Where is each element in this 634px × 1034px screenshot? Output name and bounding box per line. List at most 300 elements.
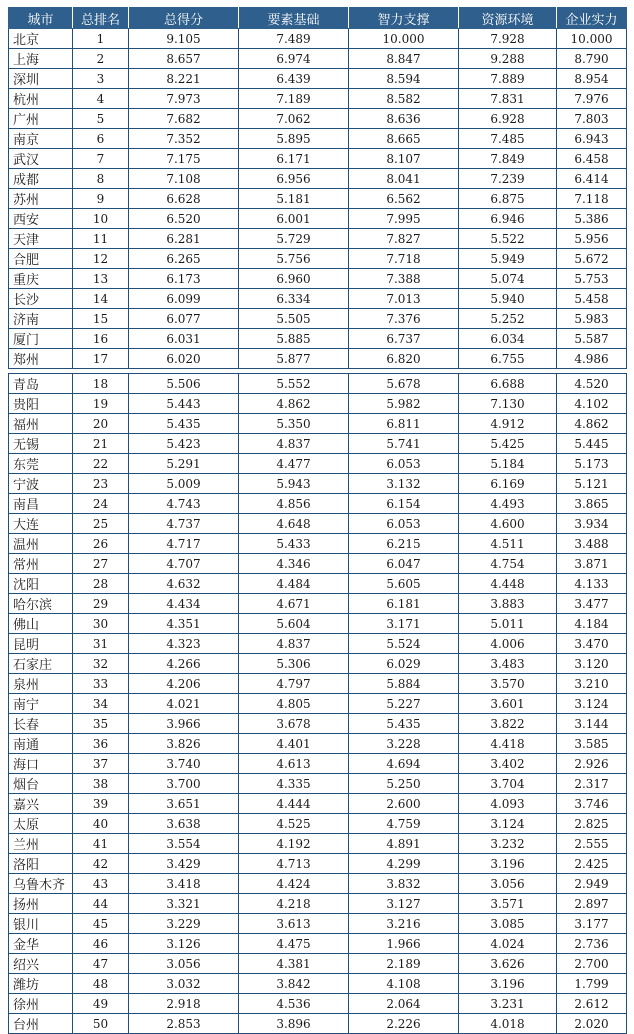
cell-rank: 28 xyxy=(73,574,129,594)
cell-intellect-support: 1.966 xyxy=(349,934,459,954)
cell-total-score: 7.108 xyxy=(129,169,239,189)
cell-resource-env: 3.231 xyxy=(459,994,557,1014)
cell-resource-env: 5.949 xyxy=(459,249,557,269)
table-row xyxy=(9,349,627,369)
cell-rank: 47 xyxy=(73,954,129,974)
cell-intellect-support: 2.226 xyxy=(349,1014,459,1034)
cell-total-score: 4.717 xyxy=(129,534,239,554)
cell-intellect-support: 6.053 xyxy=(349,514,459,534)
cell-total-score: 5.009 xyxy=(129,474,239,494)
table-row xyxy=(9,714,627,734)
cell-intellect-support: 7.995 xyxy=(349,209,459,229)
cell-factor-base: 3.613 xyxy=(239,914,349,934)
cell-factor-base: 5.729 xyxy=(239,229,349,249)
cell-rank: 17 xyxy=(73,349,129,369)
table-row xyxy=(9,554,627,574)
cell-enterprise-strength: 5.386 xyxy=(557,209,627,229)
cell-city: 大连 xyxy=(9,514,73,534)
cell-intellect-support: 8.582 xyxy=(349,89,459,109)
cell-rank: 37 xyxy=(73,754,129,774)
cell-enterprise-strength: 4.184 xyxy=(557,614,627,634)
cell-factor-base: 6.334 xyxy=(239,289,349,309)
cell-total-score: 2.853 xyxy=(129,1014,239,1034)
cell-city: 石家庄 xyxy=(9,654,73,674)
cell-enterprise-strength: 5.672 xyxy=(557,249,627,269)
cell-intellect-support: 2.189 xyxy=(349,954,459,974)
cell-intellect-support: 6.047 xyxy=(349,554,459,574)
table-row xyxy=(9,934,627,954)
cell-enterprise-strength: 5.587 xyxy=(557,329,627,349)
cell-intellect-support: 5.524 xyxy=(349,634,459,654)
cell-rank: 41 xyxy=(73,834,129,854)
cell-enterprise-strength: 5.956 xyxy=(557,229,627,249)
cell-total-score: 7.175 xyxy=(129,149,239,169)
cell-rank: 23 xyxy=(73,474,129,494)
cell-city: 济南 xyxy=(9,309,73,329)
cell-city: 金华 xyxy=(9,934,73,954)
cell-intellect-support: 3.127 xyxy=(349,894,459,914)
cell-total-score: 6.020 xyxy=(129,349,239,369)
cell-city: 广州 xyxy=(9,109,73,129)
cell-enterprise-strength: 5.445 xyxy=(557,434,627,454)
cell-resource-env: 7.889 xyxy=(459,69,557,89)
cell-intellect-support: 5.227 xyxy=(349,694,459,714)
table-row xyxy=(9,574,627,594)
cell-intellect-support: 4.299 xyxy=(349,854,459,874)
cell-total-score: 4.707 xyxy=(129,554,239,574)
cell-city: 昆明 xyxy=(9,634,73,654)
cell-enterprise-strength: 3.124 xyxy=(557,694,627,714)
cell-city: 长沙 xyxy=(9,289,73,309)
cell-resource-env: 5.011 xyxy=(459,614,557,634)
cell-total-score: 3.056 xyxy=(129,954,239,974)
cell-enterprise-strength: 3.177 xyxy=(557,914,627,934)
cell-enterprise-strength: 3.488 xyxy=(557,534,627,554)
cell-enterprise-strength: 3.865 xyxy=(557,494,627,514)
cell-enterprise-strength: 3.120 xyxy=(557,654,627,674)
cell-intellect-support: 7.827 xyxy=(349,229,459,249)
cell-enterprise-strength: 6.943 xyxy=(557,129,627,149)
cell-total-score: 3.321 xyxy=(129,894,239,914)
cell-city: 银川 xyxy=(9,914,73,934)
cell-total-score: 6.077 xyxy=(129,309,239,329)
cell-total-score: 3.638 xyxy=(129,814,239,834)
cell-total-score: 6.281 xyxy=(129,229,239,249)
table-body xyxy=(9,29,627,1034)
cell-city: 乌鲁木齐 xyxy=(9,874,73,894)
cell-intellect-support: 4.694 xyxy=(349,754,459,774)
cell-enterprise-strength: 7.976 xyxy=(557,89,627,109)
header-factor-base: 要素基础 xyxy=(239,8,349,29)
cell-city: 海口 xyxy=(9,754,73,774)
cell-factor-base: 4.613 xyxy=(239,754,349,774)
cell-total-score: 3.651 xyxy=(129,794,239,814)
header-city: 城市 xyxy=(9,8,73,29)
cell-enterprise-strength: 7.118 xyxy=(557,189,627,209)
cell-resource-env: 7.849 xyxy=(459,149,557,169)
cell-city: 福州 xyxy=(9,414,73,434)
cell-resource-env: 3.626 xyxy=(459,954,557,974)
cell-city: 泉州 xyxy=(9,674,73,694)
cell-enterprise-strength: 2.020 xyxy=(557,1014,627,1034)
cell-factor-base: 4.856 xyxy=(239,494,349,514)
cell-rank: 5 xyxy=(73,109,129,129)
cell-enterprise-strength: 2.425 xyxy=(557,854,627,874)
cell-enterprise-strength: 4.986 xyxy=(557,349,627,369)
cell-city: 佛山 xyxy=(9,614,73,634)
cell-total-score: 6.099 xyxy=(129,289,239,309)
cell-factor-base: 5.505 xyxy=(239,309,349,329)
cell-city: 西安 xyxy=(9,209,73,229)
cell-resource-env: 3.570 xyxy=(459,674,557,694)
cell-city: 嘉兴 xyxy=(9,794,73,814)
table-row xyxy=(9,814,627,834)
cell-enterprise-strength: 8.954 xyxy=(557,69,627,89)
cell-total-score: 5.423 xyxy=(129,434,239,454)
cell-rank: 10 xyxy=(73,209,129,229)
cell-resource-env: 4.600 xyxy=(459,514,557,534)
table-row xyxy=(9,854,627,874)
cell-city: 兰州 xyxy=(9,834,73,854)
cell-intellect-support: 6.811 xyxy=(349,414,459,434)
cell-total-score: 6.265 xyxy=(129,249,239,269)
cell-total-score: 7.682 xyxy=(129,109,239,129)
cell-city: 重庆 xyxy=(9,269,73,289)
cell-intellect-support: 8.107 xyxy=(349,149,459,169)
cell-intellect-support: 6.181 xyxy=(349,594,459,614)
cell-resource-env: 3.822 xyxy=(459,714,557,734)
cell-resource-env: 6.946 xyxy=(459,209,557,229)
cell-resource-env: 3.196 xyxy=(459,974,557,994)
table-row xyxy=(9,29,627,49)
cell-factor-base: 6.001 xyxy=(239,209,349,229)
cell-rank: 35 xyxy=(73,714,129,734)
cell-intellect-support: 3.228 xyxy=(349,734,459,754)
cell-factor-base: 7.189 xyxy=(239,89,349,109)
cell-intellect-support: 4.891 xyxy=(349,834,459,854)
ranking-table-sheet xyxy=(8,7,626,1034)
cell-rank: 14 xyxy=(73,289,129,309)
cell-intellect-support: 5.250 xyxy=(349,774,459,794)
cell-factor-base: 4.475 xyxy=(239,934,349,954)
cell-city: 太原 xyxy=(9,814,73,834)
cell-factor-base: 5.350 xyxy=(239,414,349,434)
cell-total-score: 3.429 xyxy=(129,854,239,874)
cell-total-score: 4.021 xyxy=(129,694,239,714)
cell-intellect-support: 7.718 xyxy=(349,249,459,269)
cell-rank: 29 xyxy=(73,594,129,614)
table-row xyxy=(9,329,627,349)
cell-total-score: 3.740 xyxy=(129,754,239,774)
cell-city: 郑州 xyxy=(9,349,73,369)
table-row xyxy=(9,494,627,514)
cell-intellect-support: 3.132 xyxy=(349,474,459,494)
cell-resource-env: 3.704 xyxy=(459,774,557,794)
cell-enterprise-strength: 2.317 xyxy=(557,774,627,794)
cell-city: 武汉 xyxy=(9,149,73,169)
table-row xyxy=(9,109,627,129)
cell-factor-base: 4.484 xyxy=(239,574,349,594)
cell-resource-env: 5.252 xyxy=(459,309,557,329)
table-row xyxy=(9,169,627,189)
table-row xyxy=(9,149,627,169)
cell-intellect-support: 7.376 xyxy=(349,309,459,329)
cell-rank: 49 xyxy=(73,994,129,1014)
cell-factor-base: 5.756 xyxy=(239,249,349,269)
cell-enterprise-strength: 2.949 xyxy=(557,874,627,894)
cell-factor-base: 4.346 xyxy=(239,554,349,574)
table-row xyxy=(9,289,627,309)
cell-resource-env: 7.485 xyxy=(459,129,557,149)
cell-resource-env: 3.601 xyxy=(459,694,557,714)
cell-total-score: 6.031 xyxy=(129,329,239,349)
cell-rank: 33 xyxy=(73,674,129,694)
cell-total-score: 4.434 xyxy=(129,594,239,614)
cell-resource-env: 4.024 xyxy=(459,934,557,954)
cell-intellect-support: 6.562 xyxy=(349,189,459,209)
cell-resource-env: 7.831 xyxy=(459,89,557,109)
cell-factor-base: 4.862 xyxy=(239,394,349,414)
cell-city: 厦门 xyxy=(9,329,73,349)
table-row xyxy=(9,594,627,614)
header-intellect-support: 智力支撑 xyxy=(349,8,459,29)
cell-rank: 12 xyxy=(73,249,129,269)
table-row xyxy=(9,974,627,994)
cell-intellect-support: 8.041 xyxy=(349,169,459,189)
cell-enterprise-strength: 4.102 xyxy=(557,394,627,414)
cell-city: 潍坊 xyxy=(9,974,73,994)
cell-city: 东莞 xyxy=(9,454,73,474)
cell-city: 温州 xyxy=(9,534,73,554)
cell-enterprise-strength: 2.926 xyxy=(557,754,627,774)
cell-rank: 44 xyxy=(73,894,129,914)
cell-resource-env: 4.493 xyxy=(459,494,557,514)
table-row xyxy=(9,414,627,434)
table-row xyxy=(9,189,627,209)
cell-intellect-support: 3.216 xyxy=(349,914,459,934)
cell-factor-base: 3.842 xyxy=(239,974,349,994)
table-row xyxy=(9,269,627,289)
cell-resource-env: 4.418 xyxy=(459,734,557,754)
cell-factor-base: 7.062 xyxy=(239,109,349,129)
cell-resource-env: 5.522 xyxy=(459,229,557,249)
cell-rank: 13 xyxy=(73,269,129,289)
cell-enterprise-strength: 3.144 xyxy=(557,714,627,734)
cell-enterprise-strength: 6.414 xyxy=(557,169,627,189)
cell-factor-base: 4.797 xyxy=(239,674,349,694)
cell-intellect-support: 5.435 xyxy=(349,714,459,734)
cell-total-score: 5.435 xyxy=(129,414,239,434)
cell-intellect-support: 3.171 xyxy=(349,614,459,634)
cell-city: 南通 xyxy=(9,734,73,754)
table-row xyxy=(9,514,627,534)
cell-factor-base: 4.401 xyxy=(239,734,349,754)
cell-rank: 16 xyxy=(73,329,129,349)
cell-enterprise-strength: 2.897 xyxy=(557,894,627,914)
cell-total-score: 4.206 xyxy=(129,674,239,694)
cell-total-score: 2.918 xyxy=(129,994,239,1014)
cell-total-score: 4.323 xyxy=(129,634,239,654)
header-enterprise-strength: 企业实力 xyxy=(557,8,627,29)
cell-resource-env: 7.130 xyxy=(459,394,557,414)
cell-resource-env: 3.124 xyxy=(459,814,557,834)
table-row xyxy=(9,834,627,854)
cell-total-score: 4.632 xyxy=(129,574,239,594)
cell-resource-env: 5.940 xyxy=(459,289,557,309)
cell-factor-base: 4.381 xyxy=(239,954,349,974)
cell-intellect-support: 7.388 xyxy=(349,269,459,289)
cell-enterprise-strength: 8.790 xyxy=(557,49,627,69)
cell-enterprise-strength: 5.458 xyxy=(557,289,627,309)
cell-intellect-support: 6.820 xyxy=(349,349,459,369)
table-row xyxy=(9,474,627,494)
table-row xyxy=(9,674,627,694)
cell-city: 沈阳 xyxy=(9,574,73,594)
cell-factor-base: 4.671 xyxy=(239,594,349,614)
cell-city: 苏州 xyxy=(9,189,73,209)
cell-rank: 24 xyxy=(73,494,129,514)
cell-city: 扬州 xyxy=(9,894,73,914)
cell-enterprise-strength: 3.746 xyxy=(557,794,627,814)
cell-rank: 34 xyxy=(73,694,129,714)
cell-resource-env: 3.196 xyxy=(459,854,557,874)
cell-factor-base: 5.306 xyxy=(239,654,349,674)
table-row xyxy=(9,249,627,269)
cell-rank: 9 xyxy=(73,189,129,209)
cell-total-score: 6.520 xyxy=(129,209,239,229)
cell-intellect-support: 6.029 xyxy=(349,654,459,674)
cell-city: 徐州 xyxy=(9,994,73,1014)
table-row xyxy=(9,994,627,1014)
cell-enterprise-strength: 3.934 xyxy=(557,514,627,534)
cell-intellect-support: 6.737 xyxy=(349,329,459,349)
cell-intellect-support: 8.665 xyxy=(349,129,459,149)
cell-enterprise-strength: 2.700 xyxy=(557,954,627,974)
cell-rank: 18 xyxy=(73,374,129,394)
cell-enterprise-strength: 1.799 xyxy=(557,974,627,994)
cell-factor-base: 4.218 xyxy=(239,894,349,914)
cell-city: 南昌 xyxy=(9,494,73,514)
cell-intellect-support: 6.053 xyxy=(349,454,459,474)
table-row xyxy=(9,754,627,774)
cell-intellect-support: 5.741 xyxy=(349,434,459,454)
cell-intellect-support: 2.064 xyxy=(349,994,459,1014)
cell-city: 烟台 xyxy=(9,774,73,794)
header-resource-env: 资源环境 xyxy=(459,8,557,29)
table-row xyxy=(9,874,627,894)
cell-total-score: 5.291 xyxy=(129,454,239,474)
cell-city: 哈尔滨 xyxy=(9,594,73,614)
cell-factor-base: 4.536 xyxy=(239,994,349,1014)
cell-rank: 8 xyxy=(73,169,129,189)
cell-resource-env: 5.425 xyxy=(459,434,557,454)
cell-factor-base: 4.805 xyxy=(239,694,349,714)
cell-city: 长春 xyxy=(9,714,73,734)
cell-rank: 38 xyxy=(73,774,129,794)
cell-city: 无锡 xyxy=(9,434,73,454)
table-row xyxy=(9,209,627,229)
header-total-score: 总得分 xyxy=(129,8,239,29)
table-row xyxy=(9,309,627,329)
table-row xyxy=(9,734,627,754)
cell-enterprise-strength: 2.555 xyxy=(557,834,627,854)
cell-resource-env: 4.018 xyxy=(459,1014,557,1034)
cell-intellect-support: 7.013 xyxy=(349,289,459,309)
table-row xyxy=(9,129,627,149)
cell-factor-base: 7.489 xyxy=(239,29,349,49)
cell-total-score: 9.105 xyxy=(129,29,239,49)
cell-intellect-support: 8.847 xyxy=(349,49,459,69)
cell-rank: 42 xyxy=(73,854,129,874)
cell-intellect-support: 5.678 xyxy=(349,374,459,394)
cell-city: 绍兴 xyxy=(9,954,73,974)
cell-total-score: 3.229 xyxy=(129,914,239,934)
cell-enterprise-strength: 4.133 xyxy=(557,574,627,594)
cell-factor-base: 6.974 xyxy=(239,49,349,69)
cell-enterprise-strength: 10.000 xyxy=(557,29,627,49)
cell-intellect-support: 3.832 xyxy=(349,874,459,894)
cell-factor-base: 5.181 xyxy=(239,189,349,209)
cell-factor-base: 6.960 xyxy=(239,269,349,289)
cell-resource-env: 5.184 xyxy=(459,454,557,474)
cell-factor-base: 4.477 xyxy=(239,454,349,474)
table-row xyxy=(9,394,627,414)
cell-resource-env: 6.688 xyxy=(459,374,557,394)
cell-rank: 40 xyxy=(73,814,129,834)
cell-enterprise-strength: 7.803 xyxy=(557,109,627,129)
cell-city: 成都 xyxy=(9,169,73,189)
cell-enterprise-strength: 5.121 xyxy=(557,474,627,494)
cell-city: 台州 xyxy=(9,1014,73,1034)
table-row xyxy=(9,614,627,634)
cell-resource-env: 4.754 xyxy=(459,554,557,574)
cell-intellect-support: 6.215 xyxy=(349,534,459,554)
cell-factor-base: 4.424 xyxy=(239,874,349,894)
cell-intellect-support: 5.605 xyxy=(349,574,459,594)
cell-rank: 2 xyxy=(73,49,129,69)
cell-intellect-support: 2.600 xyxy=(349,794,459,814)
cell-city: 南京 xyxy=(9,129,73,149)
header-rank: 总排名 xyxy=(73,8,129,29)
cell-resource-env: 6.755 xyxy=(459,349,557,369)
cell-resource-env: 3.571 xyxy=(459,894,557,914)
cell-rank: 7 xyxy=(73,149,129,169)
table-row xyxy=(9,694,627,714)
cell-total-score: 3.126 xyxy=(129,934,239,954)
cell-city: 北京 xyxy=(9,29,73,49)
cell-resource-env: 9.288 xyxy=(459,49,557,69)
cell-rank: 6 xyxy=(73,129,129,149)
cell-rank: 50 xyxy=(73,1014,129,1034)
cell-factor-base: 5.885 xyxy=(239,329,349,349)
cell-city: 杭州 xyxy=(9,89,73,109)
cell-rank: 19 xyxy=(73,394,129,414)
cell-rank: 32 xyxy=(73,654,129,674)
cell-intellect-support: 6.154 xyxy=(349,494,459,514)
cell-intellect-support: 5.884 xyxy=(349,674,459,694)
cell-rank: 4 xyxy=(73,89,129,109)
cell-resource-env: 3.232 xyxy=(459,834,557,854)
table-row xyxy=(9,634,627,654)
cell-rank: 3 xyxy=(73,69,129,89)
cell-city: 深圳 xyxy=(9,69,73,89)
cell-total-score: 3.966 xyxy=(129,714,239,734)
cell-rank: 20 xyxy=(73,414,129,434)
cell-total-score: 4.737 xyxy=(129,514,239,534)
cell-factor-base: 5.895 xyxy=(239,129,349,149)
cell-total-score: 8.221 xyxy=(129,69,239,89)
cell-rank: 39 xyxy=(73,794,129,814)
